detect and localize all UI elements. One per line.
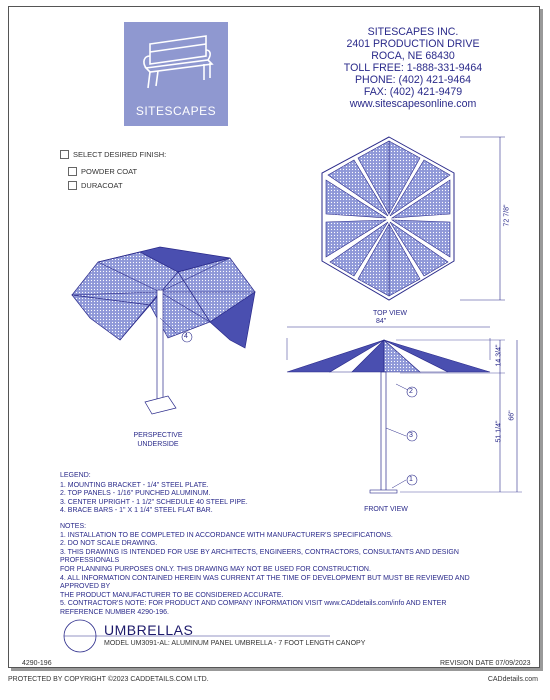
legend <box>60 472 248 516</box>
legend-heading: LEGEND: <box>60 472 91 479</box>
dim-width: 84" <box>376 318 387 325</box>
logo-text: SITESCAPES <box>135 104 217 118</box>
legend-item: 4. BRACE BARS - 1" X 1 1/4" STEEL FLAT BAR. <box>60 507 213 515</box>
callout-4: 4 <box>184 333 188 340</box>
powder-coat-label: POWDER COAT <box>81 166 138 176</box>
legend-item: 3. CENTER UPRIGHT - 1 1/2" SCHEDULE 40 STEEL PIPE. <box>60 498 248 506</box>
dim-total-height: 66" <box>508 410 516 421</box>
perspective-underside <box>72 247 255 414</box>
note-item: 3. THIS DRAWING IS INTENDED FOR USE BY ARCHITECTS, ENGINEERS, CONTRACTORS, CONSULTANTS AND DESIGN PROFESSIONALS <box>60 548 459 565</box>
company-fax: FAX: (402) 421-9479 <box>363 86 463 98</box>
note-item: 2. DO NOT SCALE DRAWING. <box>60 540 158 548</box>
note-item: 4. ALL INFORMATION CONTAINED HEREIN WAS CURRENT AT THE TIME OF DEVELOPMENT BUT MUST BE REVIEWED AND APPROVED BY <box>60 574 470 591</box>
legend-item: 1. MOUNTING BRACKET - 1/4" STEEL PLATE. <box>60 481 209 489</box>
duracoat-label: DURACOAT <box>81 180 123 190</box>
perspective-label-1: PERSPECTIVE <box>133 432 183 439</box>
copyright-text: PROTECTED BY COPYRIGHT ©2023 CADDETAILS.COM LTD. <box>8 676 209 683</box>
dim-pole-height: 51 1/4" <box>495 420 503 443</box>
caddetails-link[interactable]: CADdetails.com <box>487 676 538 683</box>
note-item: REFERENCE NUMBER 4290-196. <box>60 608 169 616</box>
note-item: 5. CONTRACTOR'S NOTE: FOR PRODUCT AND COMPANY INFORMATION VISIT www.CADdetails.com/info AND ENTER <box>60 600 447 608</box>
legend-item: 2. TOP PANELS - 1/16" PUNCHED ALUMINUM. <box>60 490 211 498</box>
title-block <box>58 614 518 654</box>
revision-date: REVISION DATE 07/09/2023 <box>440 660 531 667</box>
company-name: SITESCAPES INC. <box>367 26 459 38</box>
notes-heading: NOTES: <box>60 523 87 530</box>
top-view-hexagon <box>322 137 505 300</box>
company-tollfree: TOLL FREE: 1-888-331-9464 <box>343 62 483 74</box>
drawing-title: UMBRELLAS <box>104 622 194 638</box>
company-phone: PHONE: (402) 421-9464 <box>354 74 471 86</box>
callout-3: 3 <box>409 432 413 439</box>
callout-1: 1 <box>409 476 413 483</box>
dim-height-top: 72 7/8" <box>503 204 511 227</box>
front-view-label: FRONT VIEW <box>364 506 408 513</box>
callout-2: 2 <box>409 388 413 395</box>
company-web[interactable]: www.sitescapesonline.com <box>349 98 477 110</box>
note-item: 1. INSTALLATION TO BE COMPLETED IN ACCORDANCE WITH MANUFACTURER'S SPECIFICATIONS. <box>60 531 393 539</box>
dim-canopy-height: 14 3/4" <box>495 344 503 367</box>
perspective-label-2: UNDERSIDE <box>137 441 179 448</box>
finish-heading: SELECT DESIRED FINISH: <box>73 149 167 159</box>
notes <box>60 523 500 618</box>
drawing-number: 4290-196 <box>22 660 52 667</box>
company-address1: 2401 PRODUCTION DRIVE <box>346 38 480 50</box>
top-view-label: TOP VIEW <box>373 310 407 317</box>
footer-bar <box>8 676 538 683</box>
company-address2: ROCA, NE 68430 <box>371 50 455 62</box>
note-item: FOR PLANNING PURPOSES ONLY. THIS DRAWING MAY NOT BE USED FOR CONSTRUCTION. <box>60 565 371 573</box>
note-item: THE PRODUCT MANUFACTURER TO BE CONSIDERED ACCURATE. <box>60 591 284 599</box>
model-description: MODEL UM3091-AL: ALUMINUM PANEL UMBRELLA - 7 FOOT LENGTH CANOPY <box>104 640 366 647</box>
front-view <box>287 327 522 493</box>
